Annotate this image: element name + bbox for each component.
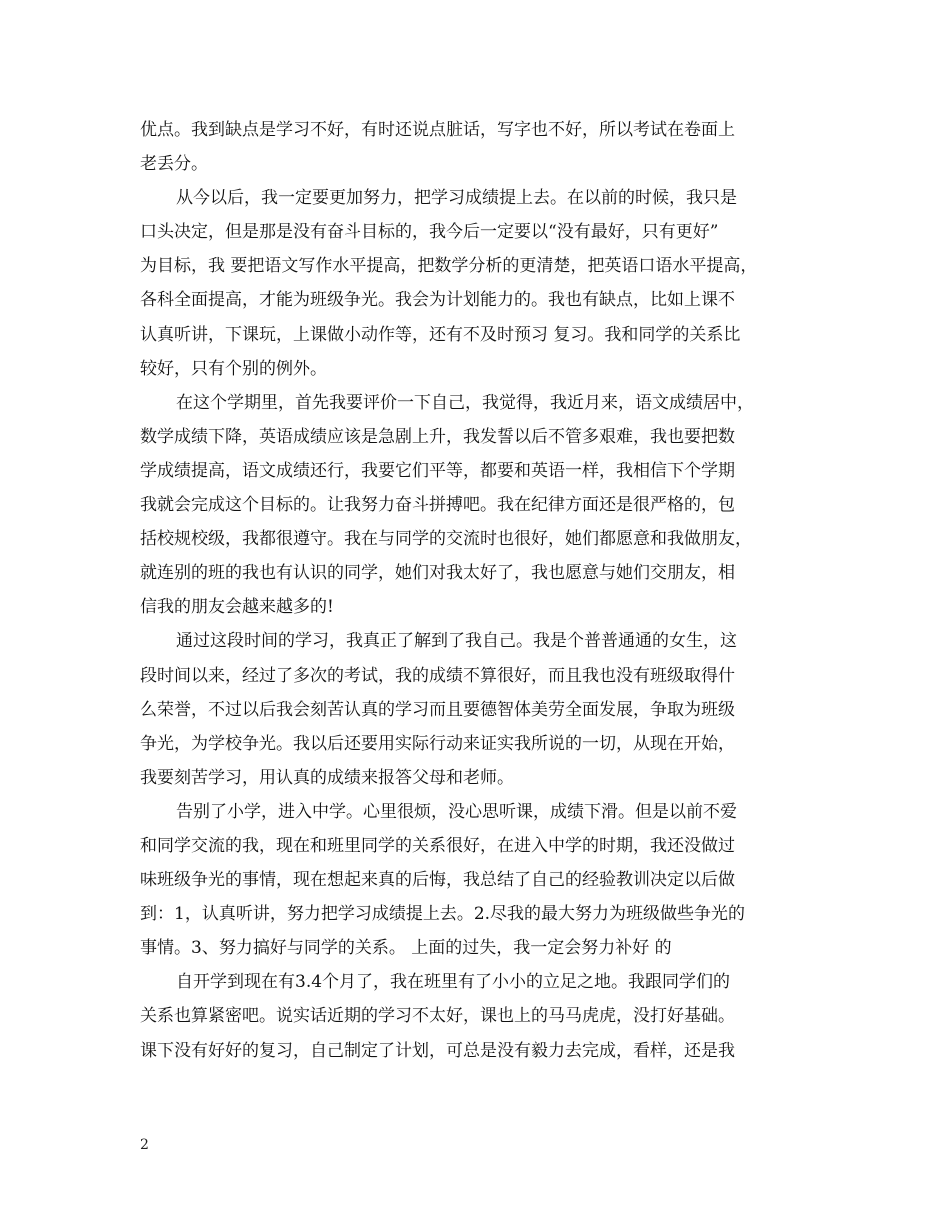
text-line: 味班级争光的事情，现在想起来真的后悔，我总结了自己的经验教训决定以后做 (140, 870, 735, 891)
text-line: 信我的朋友会越来越多的! (140, 597, 334, 618)
text-line: 从今以后，我一定要更加努力，把学习成绩提上去。在以前的时候，我只是 (176, 188, 737, 209)
text-line: 就连别的班的我也有认识的同学，她们对我太好了，我也愿意与她们交朋友，相 (140, 563, 735, 584)
text-line: 在这个学期里，首先我要评价一下自己，我觉得，我近月来，语文成绩居中， (176, 392, 754, 413)
text-line: 口头决定，但是那是没有奋斗目标的，我今后一定要以“没有最好，只有更好” (140, 222, 719, 243)
text-line: 争光，为学校争光。我以后还要用实际行动来证实我所说的一切，从现在开始， (140, 733, 735, 754)
text-line: 括校规校级，我都很遵守。我在与同学的交流时也很好，她们都愿意和我做朋友， (140, 529, 752, 550)
text-line: 优点。我到缺点是学习不好，有时还说点脏话，写字也不好，所以考试在卷面上 (140, 120, 735, 140)
text-line: 课下没有好好的复习，自己制定了计划，可总是没有毅力去完成，看样，还是我 (140, 1040, 735, 1061)
text-line: 数学成绩下降，英语成绩应该是急剧上升，我发誓以后不管多艰难，我也要把数 (140, 426, 735, 447)
text-line: 通过这段时间的学习，我真正了解到了我自己。我是个普普通通的女生，这 (176, 631, 737, 652)
text-line: 段时间以来，经过了多次的考试，我的成绩不算很好，而且我也没有班级取得什 (140, 665, 735, 686)
body-text (140, 113, 830, 1068)
text-line: 认真听讲，下课玩，上课做小动作等，还有不及时预习 复习。我和同学的关系比 (140, 324, 741, 345)
text-line: 老丢分。 (140, 154, 208, 175)
page-number: 2 (140, 1137, 149, 1153)
text-line: 学成绩提高，语文成绩还行，我要它们平等，都要和英语一样，我相信下个学期 (140, 460, 735, 481)
text-line: 事情。3、努力搞好与同学的关系。 上面的过失，我一定会努力补好 的 (140, 938, 672, 959)
text-line: 为目标，我 要把语文写作水平提高，把数学分析的更清楚，把英语口语水平提高， (140, 256, 758, 277)
text-line: 和同学交流的我，现在和班里同学的关系很好，在进入中学的时期，我还没做过 (140, 835, 735, 856)
text-line: 到：1，认真听讲，努力把学习成绩提上去。2.尽我的最大努力为班级做些争光的 (140, 904, 746, 925)
text-line: 较好，只有个别的例外。 (140, 358, 327, 379)
text-line: 自开学到现在有3.4个月了，我在班里有了小小的立足之地。我跟同学们的 (176, 972, 731, 993)
text-line: 各科全面提高，才能为班级争光。我会为计划能力的。我也有缺点，比如上课不 (140, 290, 735, 311)
text-line: 么荣誉，不过以后我会刻苦认真的学习而且要德智体美劳全面发展，争取为班级 (140, 699, 735, 720)
text-line: 告别了小学，进入中学。心里很烦，没心思听课，成绩下滑。但是以前不爱 (176, 801, 737, 822)
text-line: 我就会完成这个目标的。让我努力奋斗拼搏吧。我在纪律方面还是很严格的，包 (140, 495, 735, 516)
text-line: 我要刻苦学习，用认真的成绩来报答父母和老师。 (140, 767, 514, 788)
text-line: 关系也算紧密吧。说实话近期的学习不太好，课也上的马马虎虎，没打好基础。 (140, 1006, 735, 1027)
